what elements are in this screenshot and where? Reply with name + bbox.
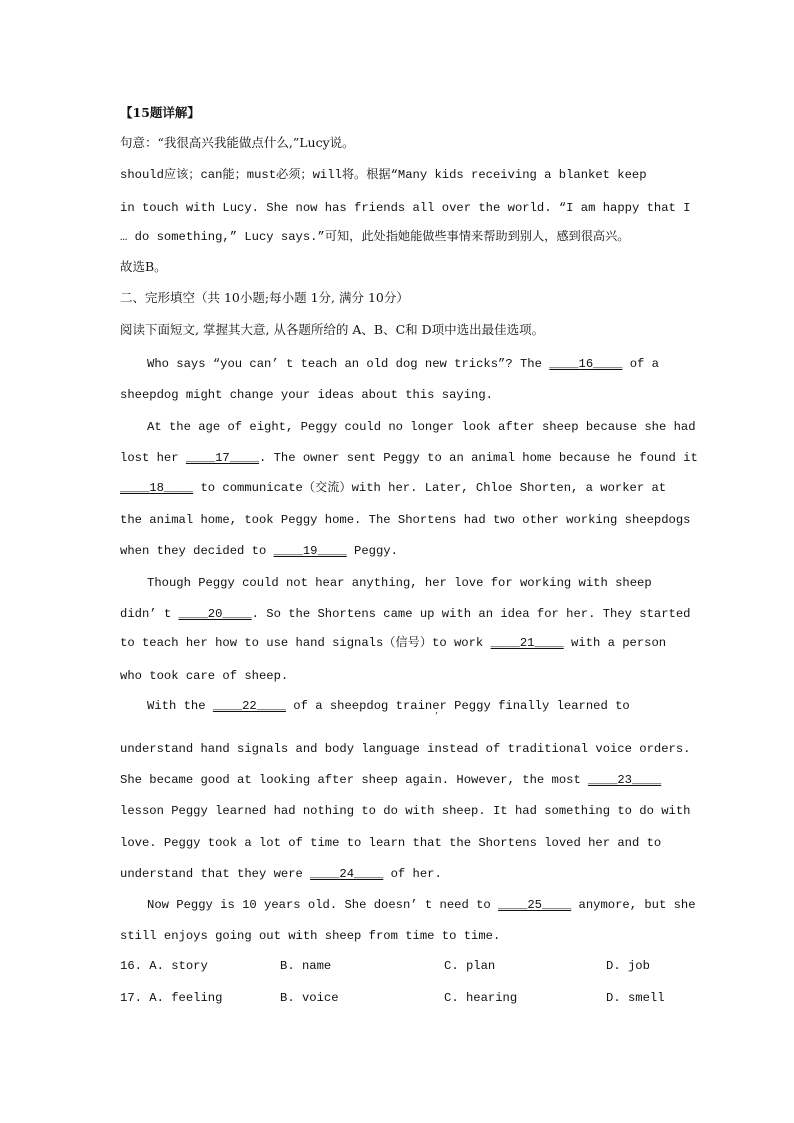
option-d: D. job [606,959,650,973]
blank-22: ____22____ [212,699,286,713]
detail-heading: 【15题详解】 [120,105,200,120]
blank-19: ____19____ [273,544,347,558]
section-instruction: 阅读下面短文, 掌握其大意, 从各题所给的 A、B、C和 D项中选出最佳选项。 [120,322,545,337]
passage-line: Though Peggy could not hear anything, her love for working with sheep [147,576,652,590]
detail-meaning: 句意：“我很高兴我能做点什么,”Lucy说。 [120,135,355,150]
detail-answer: 故选B。 [120,259,167,274]
detail-line-3: … do something,” Lucy says.”可知，此处指她能做些事情来帮助到别人，感到很高兴。 [120,230,630,244]
stray-mark: ’ [435,712,438,722]
option-c: C. hearing [444,991,518,1005]
passage-line: who took care of sheep. [120,669,289,683]
option-a: 17. A. feeling [120,991,223,1005]
blank-16: ____16____ [549,357,623,371]
passage-line: sheepdog might change your ideas about this saying. [120,388,493,402]
detail-line-1: should应该；can能；must必须；will将。根据“Many kids receiving a blanket keep [120,168,647,182]
section-title: 二、完形填空（共 10小题;每小题 1分, 满分 10分） [120,290,409,305]
blank-23: ____23____ [588,773,662,787]
passage-line: the animal home, took Peggy home. The Shortens had two other working sheepdogs [120,513,691,527]
passage-line: lesson Peggy learned had nothing to do with sheep. It had something to do with [120,804,691,818]
passage-line: With the ____22____ of a sheepdog trainer Peggy finally learned to [147,699,630,713]
detail-line-2: in touch with Lucy. She now has friends all over the world. “I am happy that I [120,201,691,215]
passage-line: At the age of eight, Peggy could no longer look after sheep because she had [147,420,696,434]
passage-line: still enjoys going out with sheep from time to time. [120,929,501,943]
passage-line: She became good at looking after sheep again. However, the most ____23____ [120,773,662,787]
passage-line: ____18____ to communicate（交流）with her. Later, Chloe Shorten, a worker at [120,481,667,495]
blank-21: ____21____ [490,636,564,650]
passage-line: lost her ____17____. The owner sent Peggy to an animal home because he found it [120,451,698,465]
blank-18: ____18____ [120,481,194,495]
blank-25: ____25____ [498,898,572,912]
blank-20: ____20____ [178,607,252,621]
option-b: B. name [280,959,332,973]
passage-line: love. Peggy took a lot of time to learn that the Shortens loved her and to [120,836,662,850]
passage-line: to teach her how to use hand signals（信号）to work ____21____ with a person [120,636,667,650]
option-a: 16. A. story [120,959,208,973]
blank-17: ____17____ [185,451,259,465]
option-d: D. smell [606,991,665,1005]
passage-line: Now Peggy is 10 years old. She doesn’ t need to ____25____ anymore, but she [147,898,696,912]
blank-24: ____24____ [310,867,384,881]
passage-line: understand that they were ____24____ of her. [120,867,442,881]
passage-line: when they decided to ____19____ Peggy. [120,544,398,558]
passage-line: didn’ t ____20____. So the Shortens came up with an idea for her. They started [120,607,691,621]
passage-line: Who says “you can’ t teach an old dog new tricks”? The ____16____ of a [147,357,659,371]
passage-line: understand hand signals and body language instead of traditional voice orders. [120,742,691,756]
option-b: B. voice [280,991,339,1005]
option-c: C. plan [444,959,496,973]
